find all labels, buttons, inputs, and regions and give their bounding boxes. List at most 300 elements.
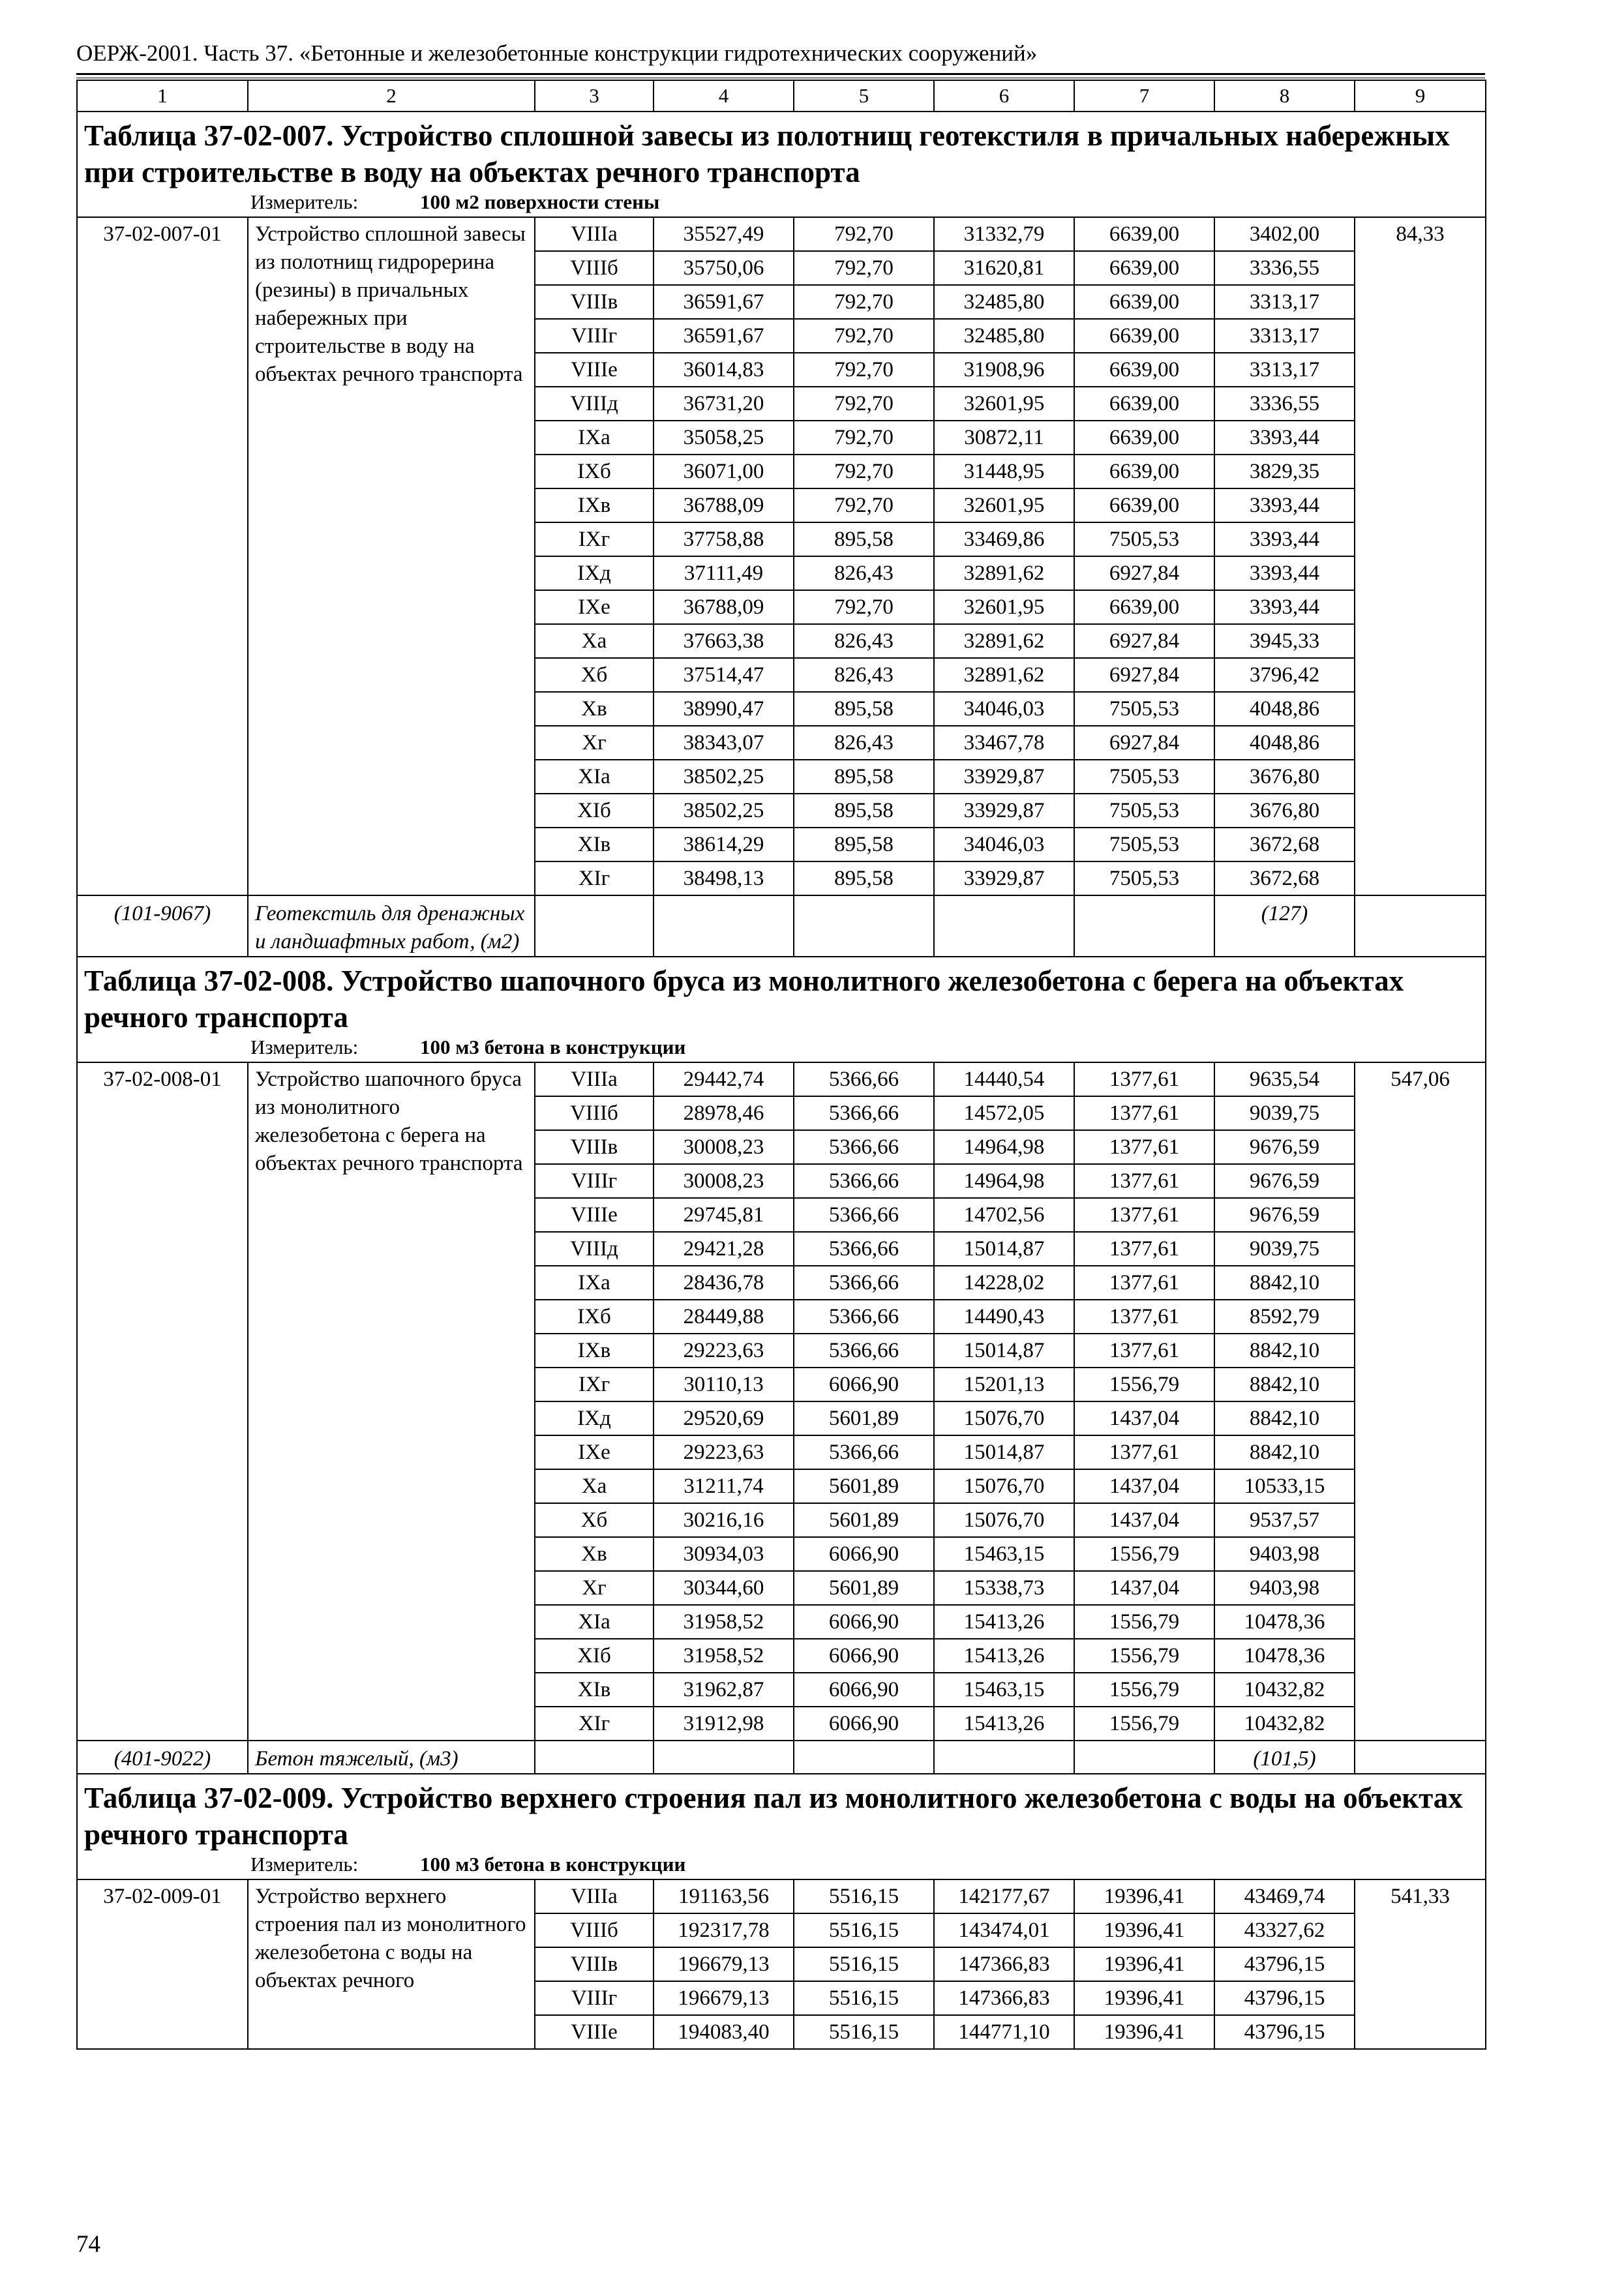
table-cell: 6639,00 xyxy=(1074,217,1214,251)
table-cell: 1556,79 xyxy=(1074,1605,1214,1639)
table-cell: XIг xyxy=(535,861,654,895)
table-cell: 895,58 xyxy=(794,760,934,794)
table-cell: IXa xyxy=(535,1266,654,1300)
table-cell: 147366,83 xyxy=(934,1947,1074,1981)
table-cell: IXб xyxy=(535,1300,654,1334)
table-cell: 5366,66 xyxy=(794,1232,934,1266)
table-row xyxy=(77,1062,1486,1096)
table-cell: 6927,84 xyxy=(1074,658,1214,692)
table-cell: 10478,36 xyxy=(1214,1639,1355,1673)
table-cell: 36014,83 xyxy=(654,353,794,387)
table-cell: 5366,66 xyxy=(794,1130,934,1164)
table-cell: VIIIa xyxy=(535,1879,654,1913)
header-rule xyxy=(76,73,1485,75)
table-cell: 31962,87 xyxy=(654,1673,794,1707)
material-row xyxy=(77,1741,1486,1774)
table-row xyxy=(77,217,1486,251)
table-cell: 33929,87 xyxy=(934,861,1074,895)
table-cell: VIIIе xyxy=(535,2015,654,2049)
table-cell: 37514,47 xyxy=(654,658,794,692)
table-cell: 826,43 xyxy=(794,658,934,692)
table-cell: VIIIб xyxy=(535,1913,654,1947)
table-cell: 14964,98 xyxy=(934,1164,1074,1198)
table-cell: 792,70 xyxy=(794,488,934,522)
measure-value: 100 м2 поверхности стены xyxy=(420,190,660,213)
table-cell: 7505,53 xyxy=(1074,760,1214,794)
table-cell: 792,70 xyxy=(794,590,934,624)
table-cell: VIIIб xyxy=(535,251,654,285)
table-cell: 36788,09 xyxy=(654,488,794,522)
rate-description: Устройство шапочного бруса из монолитного железобетона с берега на объектах речного транспорта xyxy=(248,1062,535,1741)
table-cell: 38498,13 xyxy=(654,861,794,895)
table-cell: 6927,84 xyxy=(1074,726,1214,760)
empty-cell xyxy=(1074,1741,1214,1774)
empty-cell xyxy=(794,895,934,957)
table-cell: 8842,10 xyxy=(1214,1435,1355,1469)
table-cell: 37663,38 xyxy=(654,624,794,658)
table-cell: 7505,53 xyxy=(1074,522,1214,556)
table-cell: VIIIa xyxy=(535,1062,654,1096)
table-cell: 9039,75 xyxy=(1214,1232,1355,1266)
table-cell: 15413,26 xyxy=(934,1639,1074,1673)
table-cell: 31958,52 xyxy=(654,1605,794,1639)
table-cell: 1437,04 xyxy=(1074,1469,1214,1503)
table-cell: 3313,17 xyxy=(1214,319,1355,353)
table-cell: 31448,95 xyxy=(934,455,1074,488)
table-cell: 6066,90 xyxy=(794,1368,934,1401)
table-cell: 37111,49 xyxy=(654,556,794,590)
table-cell: 38990,47 xyxy=(654,692,794,726)
table-cell: 19396,41 xyxy=(1074,1947,1214,1981)
table-cell: 15076,70 xyxy=(934,1503,1074,1537)
table-cell: 3393,44 xyxy=(1214,488,1355,522)
empty-cell xyxy=(1355,1741,1486,1774)
table-cell: 6639,00 xyxy=(1074,421,1214,455)
table-cell: 15014,87 xyxy=(934,1435,1074,1469)
empty-cell xyxy=(1074,895,1214,957)
table-cell: 31332,79 xyxy=(934,217,1074,251)
column-number: 5 xyxy=(794,80,934,112)
table-cell: VIIIв xyxy=(535,285,654,319)
measure xyxy=(77,1036,1486,1062)
table-cell: 1377,61 xyxy=(1074,1130,1214,1164)
table-cell: XIб xyxy=(535,794,654,828)
table-title: Таблица 37-02-007. Устройство сплошной завесы из полотнищ геотекстиля в причальных набережных при строительстве в воду на объектах речного транспорта xyxy=(77,112,1486,190)
table-cell: 29745,81 xyxy=(654,1198,794,1232)
table-cell: 43469,74 xyxy=(1214,1879,1355,1913)
table-cell: 30872,11 xyxy=(934,421,1074,455)
table-cell: 28436,78 xyxy=(654,1266,794,1300)
table-cell: 826,43 xyxy=(794,624,934,658)
table-row xyxy=(77,1879,1486,1913)
table-cell: 29442,74 xyxy=(654,1062,794,1096)
table-cell: IXб xyxy=(535,455,654,488)
table-cell: 38502,25 xyxy=(654,760,794,794)
table-cell: 33467,78 xyxy=(934,726,1074,760)
table-cell: 15076,70 xyxy=(934,1401,1074,1435)
table-cell: 191163,56 xyxy=(654,1879,794,1913)
table-cell: 15338,73 xyxy=(934,1571,1074,1605)
table-cell: 3676,80 xyxy=(1214,794,1355,828)
rate-code: 37-02-009-01 xyxy=(77,1879,248,2049)
table-cell: 14702,56 xyxy=(934,1198,1074,1232)
col9-value: 541,33 xyxy=(1355,1879,1486,2049)
empty-cell xyxy=(654,1741,794,1774)
table-cell: IXг xyxy=(535,1368,654,1401)
table-cell: 36731,20 xyxy=(654,387,794,421)
table-cell: 32601,95 xyxy=(934,590,1074,624)
table-cell: 6066,90 xyxy=(794,1605,934,1639)
table-cell: 14440,54 xyxy=(934,1062,1074,1096)
table-cell: 5601,89 xyxy=(794,1401,934,1435)
table-cell: 895,58 xyxy=(794,522,934,556)
table-cell: 6639,00 xyxy=(1074,387,1214,421)
table-cell: 895,58 xyxy=(794,828,934,861)
table-cell: 33929,87 xyxy=(934,794,1074,828)
table-cell: 1377,61 xyxy=(1074,1164,1214,1198)
empty-cell xyxy=(1355,895,1486,957)
material-name: Бетон тяжелый, (м3) xyxy=(248,1741,535,1774)
table-cell: 3676,80 xyxy=(1214,760,1355,794)
table-cell: XIб xyxy=(535,1639,654,1673)
table-cell: 5516,15 xyxy=(794,1879,934,1913)
table-cell: 19396,41 xyxy=(1074,1879,1214,1913)
table-cell: 3336,55 xyxy=(1214,251,1355,285)
table-cell: 3313,17 xyxy=(1214,353,1355,387)
table-cell: 32485,80 xyxy=(934,319,1074,353)
table-cell: IXе xyxy=(535,1435,654,1469)
table-cell: 895,58 xyxy=(794,692,934,726)
table-cell: 1437,04 xyxy=(1074,1401,1214,1435)
table-cell: 143474,01 xyxy=(934,1913,1074,1947)
table-cell: 1437,04 xyxy=(1074,1571,1214,1605)
rates-table-body xyxy=(77,80,1486,2049)
rate-code: 37-02-007-01 xyxy=(77,217,248,895)
table-cell: 34046,03 xyxy=(934,828,1074,861)
table-cell: IXв xyxy=(535,488,654,522)
table-cell: XIв xyxy=(535,1673,654,1707)
table-cell: Xб xyxy=(535,658,654,692)
table-cell: 8592,79 xyxy=(1214,1300,1355,1334)
table-cell: 3402,00 xyxy=(1214,217,1355,251)
table-cell: 5516,15 xyxy=(794,2015,934,2049)
table-cell: 792,70 xyxy=(794,251,934,285)
table-cell: 5366,66 xyxy=(794,1435,934,1469)
table-cell: 792,70 xyxy=(794,217,934,251)
table-cell: 10432,82 xyxy=(1214,1673,1355,1707)
empty-cell xyxy=(535,895,654,957)
table-cell: 3672,68 xyxy=(1214,861,1355,895)
table-cell: Xб xyxy=(535,1503,654,1537)
table-cell: 3313,17 xyxy=(1214,285,1355,319)
table-cell: 38502,25 xyxy=(654,794,794,828)
table-cell: 4048,86 xyxy=(1214,692,1355,726)
table-title-row xyxy=(77,112,1486,190)
table-cell: 5601,89 xyxy=(794,1503,934,1537)
table-cell: 6639,00 xyxy=(1074,285,1214,319)
table-cell: 43796,15 xyxy=(1214,1981,1355,2015)
table-cell: 9676,59 xyxy=(1214,1130,1355,1164)
table-cell: XIa xyxy=(535,760,654,794)
table-cell: 1377,61 xyxy=(1074,1435,1214,1469)
table-title: Таблица 37-02-008. Устройство шапочного бруса из монолитного железобетона с берега на объектах речного транспорта xyxy=(77,957,1486,1036)
material-name: Геотекстиль для дренажных и ландшафтных работ, (м2) xyxy=(248,895,535,957)
table-cell: VIIIa xyxy=(535,217,654,251)
table-cell: 3796,42 xyxy=(1214,658,1355,692)
empty-cell xyxy=(934,895,1074,957)
column-numbers-row xyxy=(77,80,1486,112)
table-cell: 32601,95 xyxy=(934,488,1074,522)
table-cell: 30344,60 xyxy=(654,1571,794,1605)
table-cell: 7505,53 xyxy=(1074,861,1214,895)
table-cell: 31908,96 xyxy=(934,353,1074,387)
table-cell: VIIIв xyxy=(535,1130,654,1164)
table-cell: VIIIг xyxy=(535,1981,654,2015)
table-cell: 1377,61 xyxy=(1074,1266,1214,1300)
table-cell: 29520,69 xyxy=(654,1401,794,1435)
table-cell: 9039,75 xyxy=(1214,1096,1355,1130)
table-cell: 5366,66 xyxy=(794,1198,934,1232)
table-cell: 5516,15 xyxy=(794,1947,934,1981)
table-cell: 43796,15 xyxy=(1214,1947,1355,1981)
table-cell: 144771,10 xyxy=(934,2015,1074,2049)
table-cell: 792,70 xyxy=(794,285,934,319)
measure-row xyxy=(77,1853,1486,1879)
table-cell: VIIIб xyxy=(535,1096,654,1130)
table-cell: 15413,26 xyxy=(934,1707,1074,1741)
table-cell: Xв xyxy=(535,1537,654,1571)
rate-code: 37-02-008-01 xyxy=(77,1062,248,1741)
rate-description: Устройство сплошной завесы из полотнищ гидрорерина (резины) в причальных набережных при строительстве в воду на объектах речного транспорта xyxy=(248,217,535,895)
table-cell: Xг xyxy=(535,726,654,760)
table-cell: 5366,66 xyxy=(794,1062,934,1096)
table-cell: 9676,59 xyxy=(1214,1198,1355,1232)
measure-value: 100 м3 бетона в конструкции xyxy=(420,1036,686,1058)
table-cell: 15463,15 xyxy=(934,1537,1074,1571)
table-cell: 792,70 xyxy=(794,319,934,353)
table-cell: 3393,44 xyxy=(1214,421,1355,455)
table-cell: 792,70 xyxy=(794,353,934,387)
empty-cell xyxy=(654,895,794,957)
table-cell: 196679,13 xyxy=(654,1981,794,2015)
table-cell: 3336,55 xyxy=(1214,387,1355,421)
table-cell: 5366,66 xyxy=(794,1300,934,1334)
table-cell: 1556,79 xyxy=(1074,1673,1214,1707)
column-number: 6 xyxy=(934,80,1074,112)
table-cell: 1556,79 xyxy=(1074,1707,1214,1741)
table-cell: 36071,00 xyxy=(654,455,794,488)
table-cell: 8842,10 xyxy=(1214,1401,1355,1435)
table-cell: 1556,79 xyxy=(1074,1368,1214,1401)
table-cell: 31958,52 xyxy=(654,1639,794,1673)
table-cell: 792,70 xyxy=(794,455,934,488)
table-cell: 6927,84 xyxy=(1074,624,1214,658)
col9-value: 547,06 xyxy=(1355,1062,1486,1741)
table-cell: 34046,03 xyxy=(934,692,1074,726)
table-cell: VIIIг xyxy=(535,319,654,353)
material-qty: (127) xyxy=(1214,895,1355,957)
table-cell: 194083,40 xyxy=(654,2015,794,2049)
table-cell: 192317,78 xyxy=(654,1913,794,1947)
table-cell: 32601,95 xyxy=(934,387,1074,421)
table-cell: 9676,59 xyxy=(1214,1164,1355,1198)
table-cell: 7505,53 xyxy=(1074,794,1214,828)
table-cell: 3393,44 xyxy=(1214,522,1355,556)
table-cell: 895,58 xyxy=(794,861,934,895)
table-cell: 3393,44 xyxy=(1214,590,1355,624)
table-cell: VIIIе xyxy=(535,353,654,387)
table-cell: 32485,80 xyxy=(934,285,1074,319)
table-cell: 792,70 xyxy=(794,387,934,421)
column-number: 7 xyxy=(1074,80,1214,112)
table-cell: 1377,61 xyxy=(1074,1096,1214,1130)
table-cell: 15014,87 xyxy=(934,1232,1074,1266)
table-cell: VIIIе xyxy=(535,1198,654,1232)
table-cell: 15463,15 xyxy=(934,1673,1074,1707)
table-cell: 43796,15 xyxy=(1214,2015,1355,2049)
table-cell: 6927,84 xyxy=(1074,556,1214,590)
table-cell: 4048,86 xyxy=(1214,726,1355,760)
table-cell: 38614,29 xyxy=(654,828,794,861)
material-qty: (101,5) xyxy=(1214,1741,1355,1774)
table-cell: IXa xyxy=(535,421,654,455)
table-cell: XIa xyxy=(535,1605,654,1639)
table-cell: 1377,61 xyxy=(1074,1300,1214,1334)
table-cell: 792,70 xyxy=(794,421,934,455)
table-cell: 5601,89 xyxy=(794,1571,934,1605)
table-cell: 1377,61 xyxy=(1074,1198,1214,1232)
table-cell: 29421,28 xyxy=(654,1232,794,1266)
material-code: (401-9022) xyxy=(77,1741,248,1774)
table-cell: VIIIд xyxy=(535,387,654,421)
table-cell: 5516,15 xyxy=(794,1913,934,1947)
table-cell: 15413,26 xyxy=(934,1605,1074,1639)
column-number: 4 xyxy=(654,80,794,112)
table-cell: 7505,53 xyxy=(1074,692,1214,726)
material-row xyxy=(77,895,1486,957)
table-cell: 6639,00 xyxy=(1074,319,1214,353)
column-number: 8 xyxy=(1214,80,1355,112)
table-cell: 19396,41 xyxy=(1074,2015,1214,2049)
table-cell: 10533,15 xyxy=(1214,1469,1355,1503)
table-cell: 30008,23 xyxy=(654,1130,794,1164)
table-cell: IXв xyxy=(535,1334,654,1368)
table-cell: 10432,82 xyxy=(1214,1707,1355,1741)
table-cell: 6066,90 xyxy=(794,1639,934,1673)
table-cell: 31211,74 xyxy=(654,1469,794,1503)
measure-value: 100 м3 бетона в конструкции xyxy=(420,1853,686,1876)
rate-description: Устройство верхнего строения пал из монолитного железобетона с воды на объектах речного xyxy=(248,1879,535,2049)
table-cell: 43327,62 xyxy=(1214,1913,1355,1947)
table-cell: 8842,10 xyxy=(1214,1368,1355,1401)
table-cell: VIIIг xyxy=(535,1164,654,1198)
table-cell: 826,43 xyxy=(794,556,934,590)
column-number: 1 xyxy=(77,80,248,112)
table-cell: 6066,90 xyxy=(794,1537,934,1571)
table-cell: 6639,00 xyxy=(1074,353,1214,387)
empty-cell xyxy=(794,1741,934,1774)
table-cell: 5516,15 xyxy=(794,1981,934,2015)
table-cell: 6639,00 xyxy=(1074,455,1214,488)
measure xyxy=(77,190,1486,217)
table-cell: 19396,41 xyxy=(1074,1981,1214,2015)
table-cell: 5601,89 xyxy=(794,1469,934,1503)
table-cell: 29223,63 xyxy=(654,1435,794,1469)
table-cell: 3672,68 xyxy=(1214,828,1355,861)
table-cell: 1556,79 xyxy=(1074,1537,1214,1571)
table-cell: 36788,09 xyxy=(654,590,794,624)
measure-label: Измеритель: xyxy=(250,190,359,213)
table-cell: 5366,66 xyxy=(794,1096,934,1130)
table-title-row xyxy=(77,1774,1486,1853)
table-cell: IXд xyxy=(535,556,654,590)
table-cell: 826,43 xyxy=(794,726,934,760)
table-cell: 3945,33 xyxy=(1214,624,1355,658)
table-cell: 14490,43 xyxy=(934,1300,1074,1334)
table-cell: VIIIв xyxy=(535,1947,654,1981)
table-cell: 32891,62 xyxy=(934,658,1074,692)
table-cell: IXг xyxy=(535,522,654,556)
empty-cell xyxy=(934,1741,1074,1774)
table-cell: 6639,00 xyxy=(1074,488,1214,522)
table-cell: 6639,00 xyxy=(1074,251,1214,285)
measure-label: Измеритель: xyxy=(250,1036,359,1058)
table-cell: Xa xyxy=(535,1469,654,1503)
table-cell: 8842,10 xyxy=(1214,1266,1355,1300)
table-cell: 1377,61 xyxy=(1074,1232,1214,1266)
table-cell: 31620,81 xyxy=(934,251,1074,285)
table-cell: 33929,87 xyxy=(934,760,1074,794)
table-title-row xyxy=(77,957,1486,1036)
table-cell: XIг xyxy=(535,1707,654,1741)
page-header: ОЕРЖ-2001. Часть 37. «Бетонные и железобетонные конструкции гидротехнических сооружений» xyxy=(76,40,1038,66)
table-cell: 5366,66 xyxy=(794,1334,934,1368)
empty-cell xyxy=(535,1741,654,1774)
measure-row xyxy=(77,190,1486,217)
table-title: Таблица 37-02-009. Устройство верхнего строения пал из монолитного железобетона с воды на объектах речного транспорта xyxy=(77,1774,1486,1853)
table-cell: 1377,61 xyxy=(1074,1062,1214,1096)
rates-table xyxy=(76,80,1486,2050)
table-cell: 895,58 xyxy=(794,794,934,828)
table-cell: 14964,98 xyxy=(934,1130,1074,1164)
table-cell: 6066,90 xyxy=(794,1673,934,1707)
table-cell: 142177,67 xyxy=(934,1879,1074,1913)
table-cell: 6639,00 xyxy=(1074,590,1214,624)
table-cell: 19396,41 xyxy=(1074,1913,1214,1947)
table-cell: 15076,70 xyxy=(934,1469,1074,1503)
table-cell: IXе xyxy=(535,590,654,624)
table-cell: Xг xyxy=(535,1571,654,1605)
table-cell: 32891,62 xyxy=(934,624,1074,658)
table-cell: 15201,13 xyxy=(934,1368,1074,1401)
table-cell: 28449,88 xyxy=(654,1300,794,1334)
table-cell: IXд xyxy=(535,1401,654,1435)
table-cell: 1556,79 xyxy=(1074,1639,1214,1673)
table-cell: Xв xyxy=(535,692,654,726)
table-cell: 7505,53 xyxy=(1074,828,1214,861)
table-cell: 30110,13 xyxy=(654,1368,794,1401)
table-cell: 5366,66 xyxy=(794,1164,934,1198)
table-cell: 3829,35 xyxy=(1214,455,1355,488)
table-cell: 30934,03 xyxy=(654,1537,794,1571)
table-cell: 14572,05 xyxy=(934,1096,1074,1130)
table-cell: 28978,46 xyxy=(654,1096,794,1130)
table-cell: 1437,04 xyxy=(1074,1503,1214,1537)
table-cell: 32891,62 xyxy=(934,556,1074,590)
column-number: 9 xyxy=(1355,80,1486,112)
table-cell: 6066,90 xyxy=(794,1707,934,1741)
measure-row xyxy=(77,1036,1486,1062)
